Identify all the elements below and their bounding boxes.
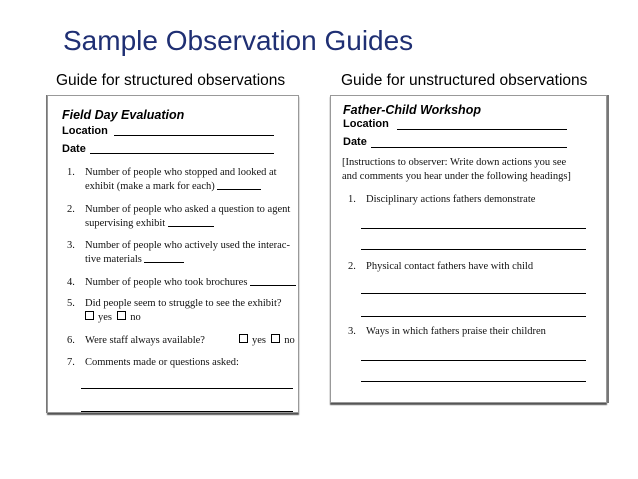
heading-2	[348, 260, 533, 274]
question-text: exhibit (make a mark for each)	[85, 181, 215, 192]
question-number: 2.	[67, 204, 75, 215]
question-text: Were staff always available?	[85, 335, 205, 346]
question-6	[67, 334, 295, 348]
heading-number: 3.	[348, 326, 356, 337]
location-line[interactable]	[114, 135, 274, 136]
response-line[interactable]	[361, 381, 586, 382]
question-3	[67, 239, 290, 267]
question-text: Number of people who actively used the interac-	[85, 240, 290, 251]
question-text: Number of people who stopped and looked at	[85, 167, 277, 178]
instructions	[342, 156, 571, 184]
comment-line[interactable]	[81, 388, 293, 389]
yes-label: yes	[251, 335, 266, 346]
unstructured-guide-form	[330, 95, 607, 403]
question-text: Number of people who asked a question to agent	[85, 204, 291, 215]
question-text: supervising exhibit	[85, 218, 166, 229]
question-7	[67, 356, 239, 370]
question-number: 7.	[67, 357, 75, 368]
no-checkbox[interactable]	[117, 311, 126, 320]
answer-blank[interactable]	[217, 180, 261, 190]
question-text: tive materials	[85, 254, 142, 265]
question-number: 3.	[67, 240, 75, 251]
structured-guide-form	[47, 95, 299, 413]
date-label: Date	[62, 143, 86, 155]
heading-number: 2.	[348, 261, 356, 272]
answer-blank[interactable]	[168, 217, 214, 227]
heading-number: 1.	[348, 194, 356, 205]
yes-label: yes	[98, 312, 112, 323]
location-line[interactable]	[397, 129, 567, 130]
question-number: 5.	[67, 298, 75, 309]
heading-1	[348, 193, 535, 207]
question-text: Did people seem to struggle to see the exhibit?	[85, 298, 282, 309]
answer-blank[interactable]	[144, 253, 184, 263]
question-2	[67, 203, 290, 231]
question-1	[67, 166, 277, 194]
location-label: Location	[62, 125, 108, 137]
no-label: no	[284, 335, 295, 346]
question-4	[67, 276, 296, 290]
comment-line[interactable]	[81, 411, 293, 412]
location-label: Location	[343, 118, 389, 130]
answer-blank[interactable]	[250, 276, 296, 286]
response-line[interactable]	[361, 316, 586, 317]
caption-structured: Guide for structured observations	[56, 72, 286, 89]
yes-checkbox[interactable]	[239, 334, 248, 343]
yes-checkbox[interactable]	[85, 311, 94, 320]
date-line[interactable]	[90, 153, 274, 154]
slide-title: Sample Observation Guides	[63, 25, 414, 56]
question-text: Comments made or questions asked:	[85, 357, 239, 368]
heading-3	[348, 325, 546, 339]
question-5	[67, 297, 282, 325]
heading-text: Ways in which fathers praise their children	[366, 326, 546, 337]
form-title: Father-Child Workshop	[343, 103, 481, 117]
response-line[interactable]	[361, 360, 586, 361]
no-label: no	[130, 312, 141, 323]
date-label: Date	[343, 136, 367, 148]
form-title: Field Day Evaluation	[62, 108, 185, 122]
instructions-line: [Instructions to observer: Write down actions you see	[342, 157, 567, 168]
response-line[interactable]	[361, 293, 586, 294]
response-line[interactable]	[361, 228, 586, 229]
heading-text: Disciplinary actions fathers demonstrate	[366, 194, 536, 205]
heading-text: Physical contact fathers have with child	[366, 261, 534, 272]
no-checkbox[interactable]	[271, 334, 280, 343]
question-number: 4.	[67, 277, 75, 288]
question-number: 1.	[67, 167, 75, 178]
question-text: Number of people who took brochures	[85, 277, 248, 288]
caption-unstructured: Guide for unstructured observations	[341, 72, 588, 89]
instructions-line: and comments you hear under the following headings]	[342, 171, 571, 182]
date-line[interactable]	[371, 147, 567, 148]
question-number: 6.	[67, 335, 75, 346]
response-line[interactable]	[361, 249, 586, 250]
